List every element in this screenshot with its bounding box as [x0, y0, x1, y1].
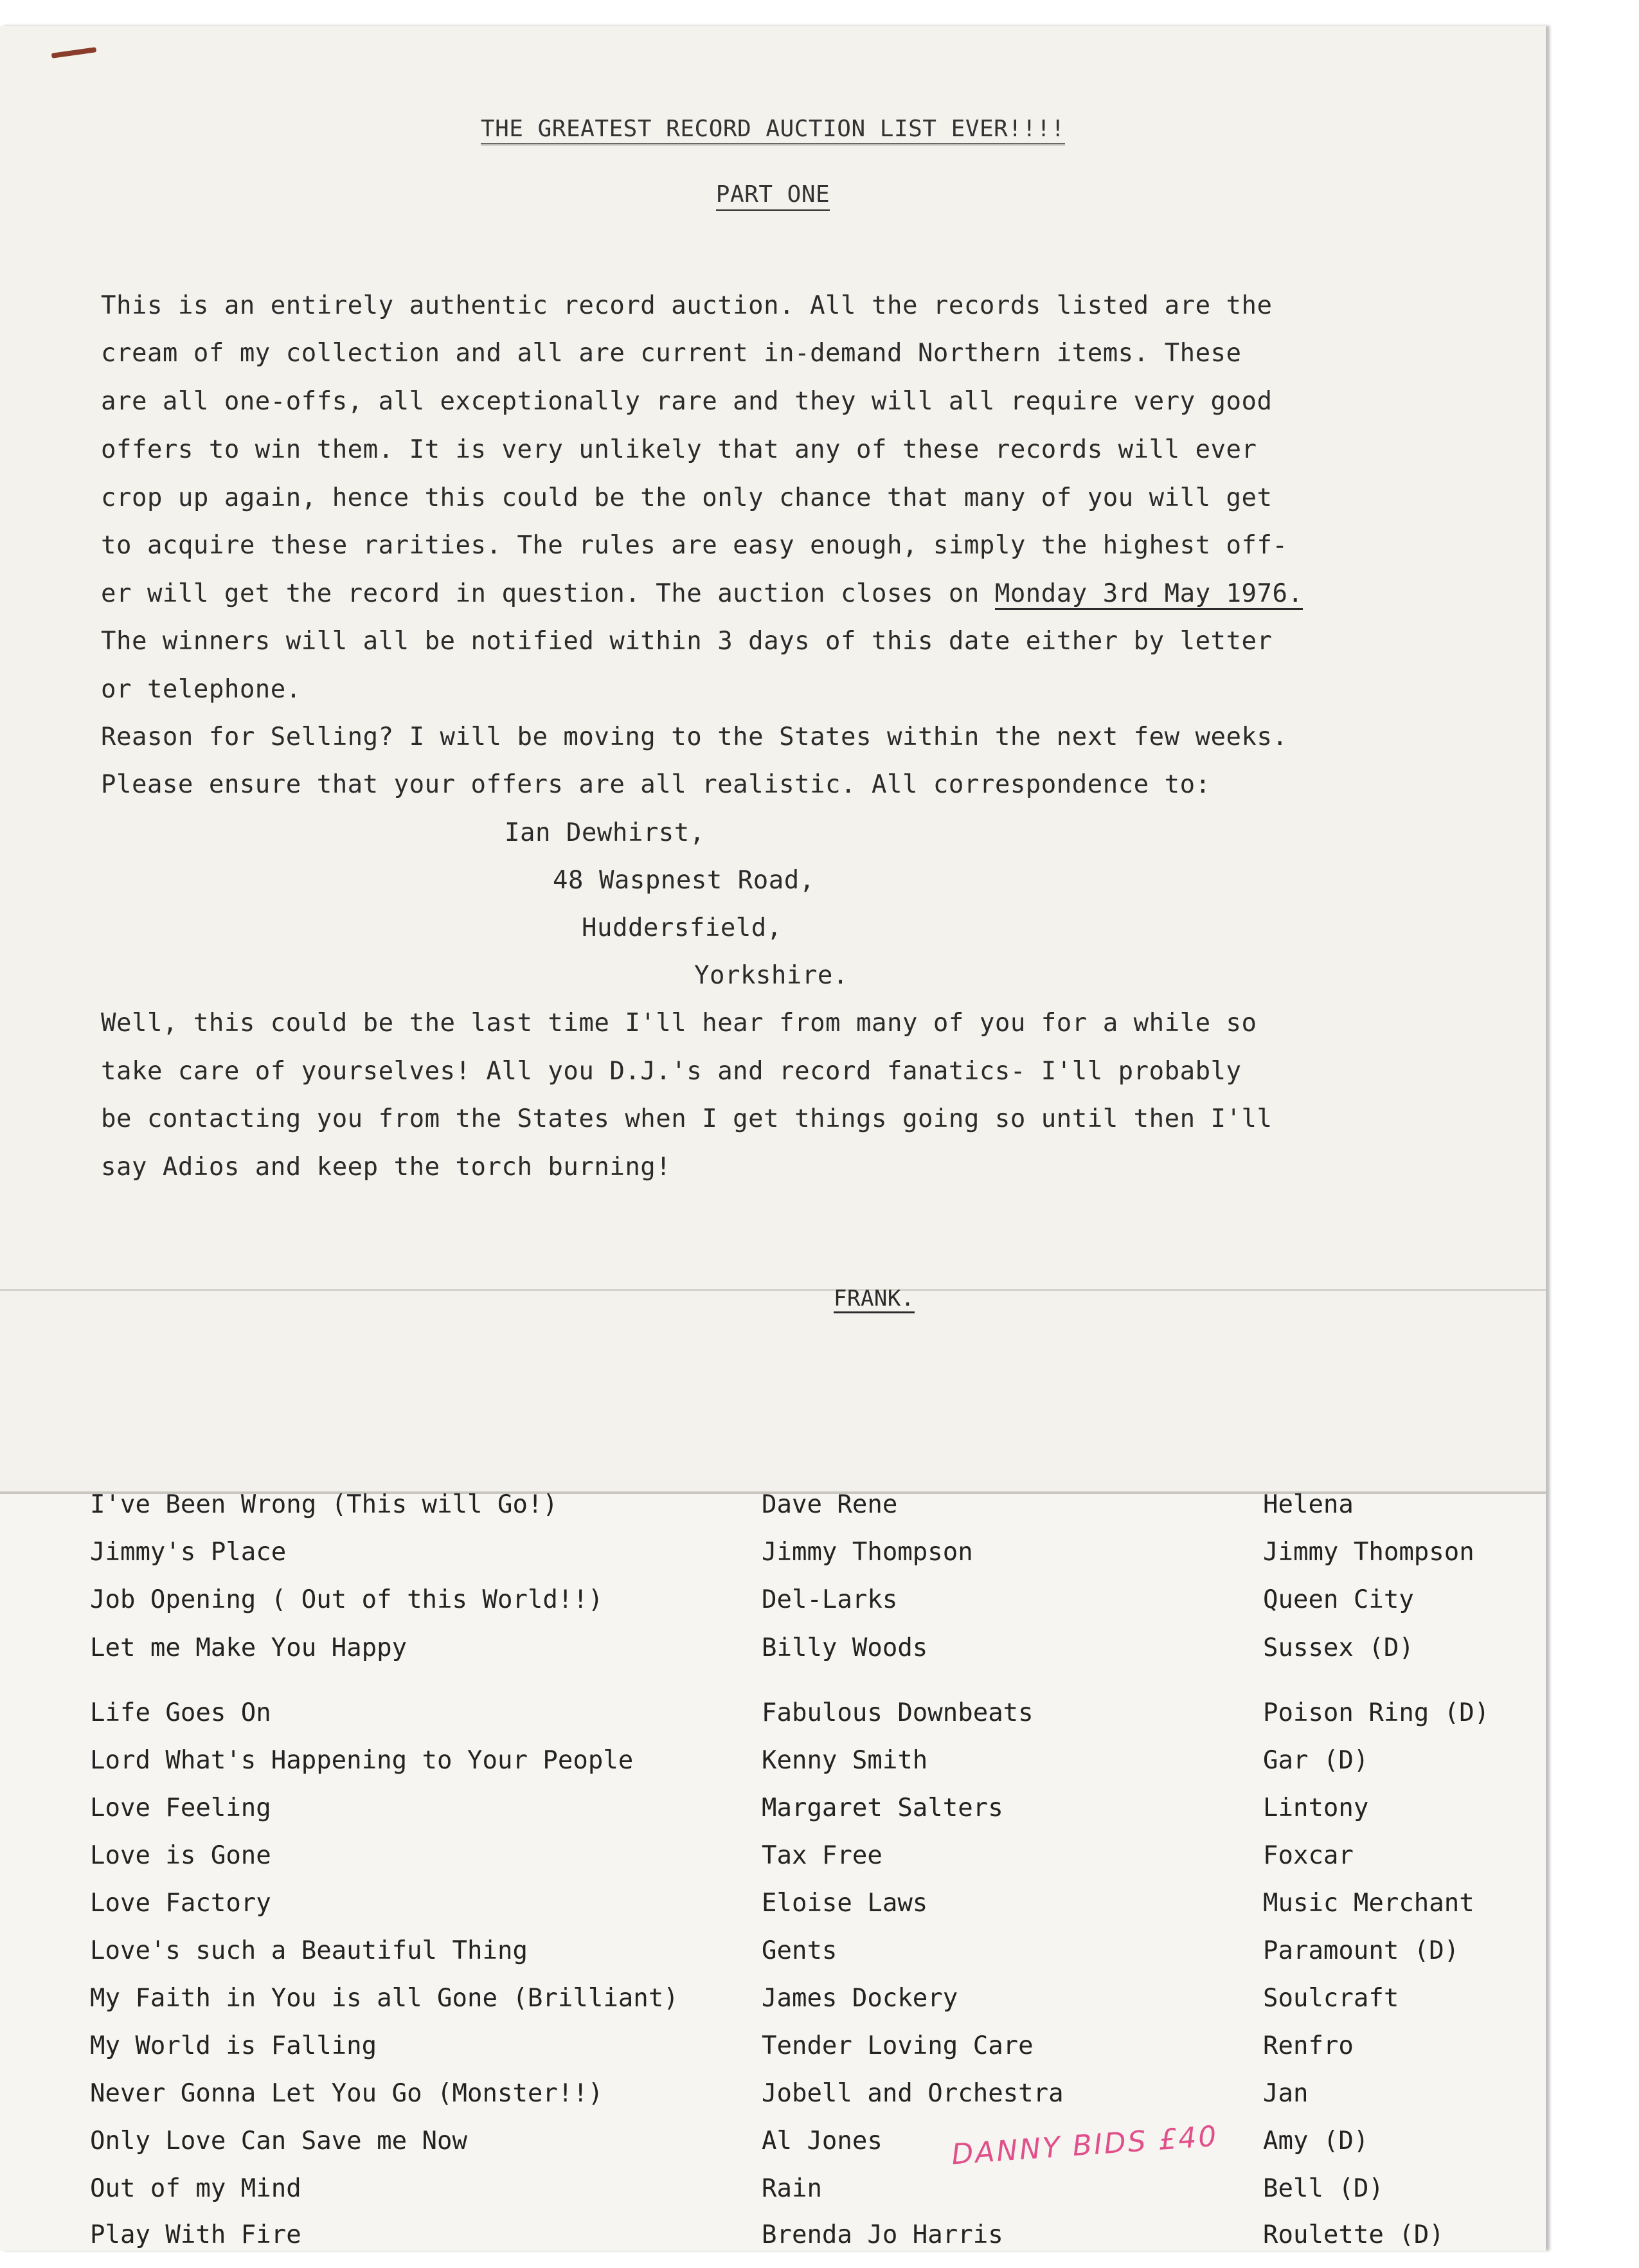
record-artist: Rain — [762, 2174, 822, 2203]
record-title: My World is Falling — [90, 2031, 377, 2060]
table-row — [0, 1634, 1546, 1681]
table-row — [0, 1889, 1546, 1936]
intro-line-4: offers to win them. It is very unlikely that any of these records will ever — [101, 435, 1257, 464]
page-subtitle: PART ONE — [0, 181, 1546, 208]
record-label: Sussex (D) — [1263, 1634, 1414, 1662]
record-label: Jimmy Thompson — [1263, 1538, 1474, 1567]
record-label: Poison Ring (D) — [1263, 1698, 1490, 1727]
record-title: Life Goes On — [90, 1698, 271, 1727]
address-name: Ian Dewhirst, — [505, 818, 705, 847]
table-row — [0, 2079, 1546, 2127]
record-artist: Eloise Laws — [762, 1889, 928, 1918]
table-row — [0, 1936, 1546, 1984]
intro-line-8: The winners will all be notified within 3 days of this date either by letter — [101, 627, 1273, 656]
closing-date: Monday 3rd May 1976. — [995, 579, 1303, 610]
table-row — [0, 1841, 1546, 1889]
record-artist: Jimmy Thompson — [762, 1538, 973, 1567]
record-label: Soulcraft — [1263, 1984, 1399, 2013]
record-title: Only Love Can Save me Now — [90, 2127, 467, 2156]
intro-line-10: Reason for Selling? I will be moving to the States within the next few weeks. — [101, 723, 1288, 752]
upper-paper-fold — [0, 26, 1546, 1479]
record-artist: Jobell and Orchestra — [762, 2079, 1064, 2108]
table-row — [0, 1585, 1546, 1633]
record-title: Play With Fire — [90, 2220, 301, 2249]
record-title: Never Gonna Let You Go (Monster!!) — [90, 2079, 604, 2108]
table-row — [0, 2174, 1546, 2222]
record-artist: Margaret Salters — [762, 1794, 1003, 1823]
page-title: THE GREATEST RECORD AUCTION LIST EVER!!!! — [0, 116, 1546, 142]
record-title: Love Feeling — [90, 1794, 271, 1823]
handwritten-bid-note: DANNY BIDS £40 — [950, 2120, 1219, 2172]
record-artist: Al Jones — [762, 2127, 882, 2156]
intro-line-5: crop up again, hence this could be the only chance that many of you will get — [101, 483, 1273, 512]
table-row — [0, 1490, 1546, 1538]
record-title: My Faith in You is all Gone (Brilliant) — [90, 1984, 679, 2013]
record-label: Queen City — [1263, 1585, 1414, 1614]
address-street: 48 Waspnest Road, — [553, 866, 815, 895]
intro-line-7-text: er will get the record in question. The auction closes on — [101, 579, 995, 608]
table-row — [0, 1746, 1546, 1794]
record-label: Paramount (D) — [1263, 1936, 1460, 1965]
record-label: Helena — [1263, 1490, 1354, 1519]
intro-line-6: to acquire these rarities. The rules are easy enough, simply the highest off- — [101, 531, 1288, 560]
table-row — [0, 2220, 1546, 2268]
record-title: Jimmy's Place — [90, 1538, 287, 1567]
table-row — [0, 2031, 1546, 2079]
address-county: Yorkshire. — [694, 961, 848, 990]
record-title: Out of my Mind — [90, 2174, 301, 2203]
intro-line-9: or telephone. — [101, 675, 301, 704]
signature: FRANK. — [834, 1286, 915, 1311]
record-artist: Dave Rene — [762, 1490, 898, 1519]
record-title: Love Factory — [90, 1889, 271, 1918]
record-label: Roulette (D) — [1263, 2220, 1444, 2249]
farewell-line-1: Well, this could be the last time I'll hear from many of you for a while so — [101, 1009, 1257, 1038]
table-row — [0, 1794, 1546, 1841]
record-label: Lintony — [1263, 1794, 1369, 1823]
farewell-line-3: be contacting you from the States when I get things going so until then I'll — [101, 1104, 1273, 1133]
record-artist: Billy Woods — [762, 1634, 928, 1662]
record-label: Gar (D) — [1263, 1746, 1369, 1775]
record-title: Lord What's Happening to Your People — [90, 1746, 634, 1775]
record-title: Love's such a Beautiful Thing — [90, 1936, 528, 1965]
record-artist: Brenda Jo Harris — [762, 2220, 1003, 2249]
record-artist: Gents — [762, 1936, 837, 1965]
record-label: Music Merchant — [1263, 1889, 1474, 1918]
record-title: Let me Make You Happy — [90, 1634, 408, 1662]
record-label: Bell (D) — [1263, 2174, 1384, 2203]
table-row — [0, 1698, 1546, 1746]
table-row — [0, 2127, 1546, 2174]
record-artist: James Dockery — [762, 1984, 958, 2013]
record-label: Amy (D) — [1263, 2127, 1369, 2156]
record-artist: Tender Loving Care — [762, 2031, 1034, 2060]
record-artist: Tax Free — [762, 1841, 882, 1870]
record-artist: Fabulous Downbeats — [762, 1698, 1034, 1727]
record-title: Love is Gone — [90, 1841, 271, 1870]
record-title: I've Been Wrong (This will Go!) — [90, 1490, 558, 1519]
intro-line-11: Please ensure that your offers are all realistic. All correspondence to: — [101, 770, 1211, 799]
table-row — [0, 1984, 1546, 2031]
intro-line-2: cream of my collection and all are current in-demand Northern items. These — [101, 339, 1242, 368]
intro-line-1: This is an entirely authentic record auction. All the records listed are the — [101, 291, 1273, 320]
address-town: Huddersfield, — [582, 914, 782, 942]
table-row — [0, 1538, 1546, 1585]
intro-line-7 — [101, 581, 1303, 607]
record-artist: Del-Larks — [762, 1585, 898, 1614]
record-label: Foxcar — [1263, 1841, 1354, 1870]
farewell-line-4: say Adios and keep the torch burning! — [101, 1153, 672, 1182]
record-label: Jan — [1263, 2079, 1309, 2108]
record-artist: Kenny Smith — [762, 1746, 928, 1775]
intro-line-3: are all one-offs, all exceptionally rare and they will all require very good — [101, 387, 1273, 416]
record-title: Job Opening ( Out of this World!!) — [90, 1585, 604, 1614]
fold-crease — [0, 1289, 1546, 1291]
farewell-line-2: take care of yourselves! All you D.J.'s and record fanatics- I'll probably — [101, 1057, 1242, 1086]
record-label: Renfro — [1263, 2031, 1354, 2060]
